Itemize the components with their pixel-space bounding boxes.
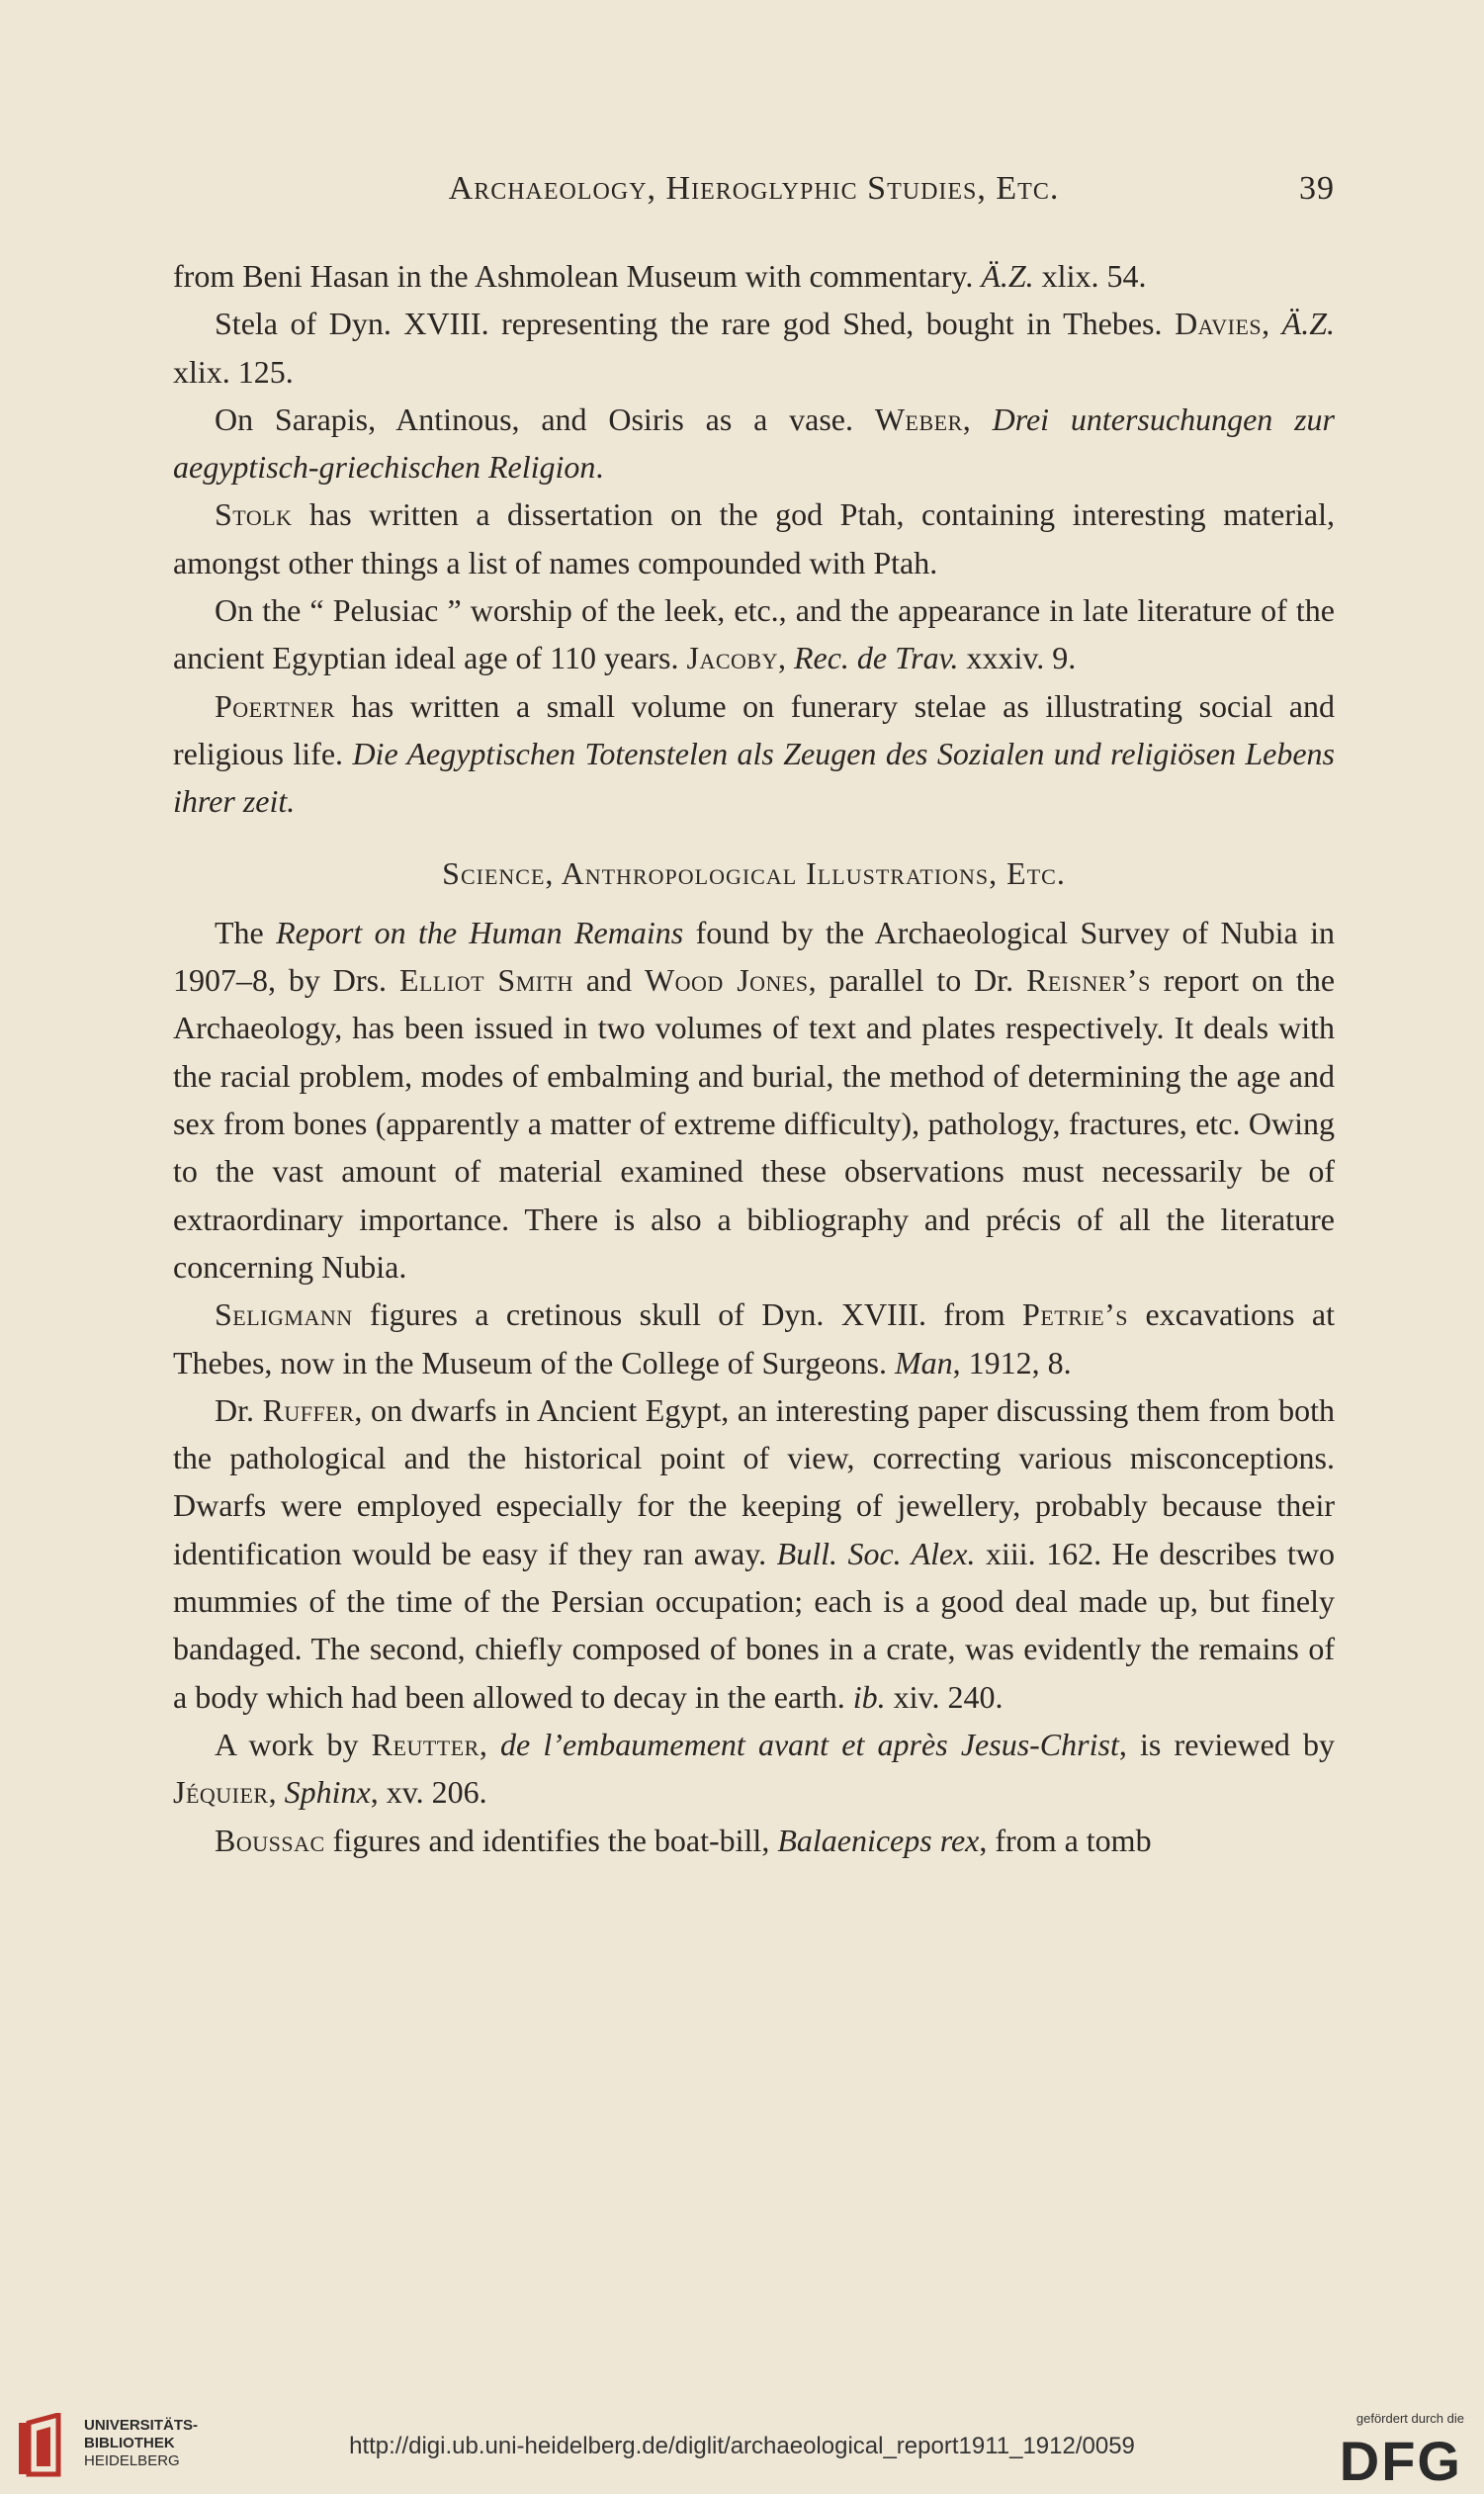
text-run: , is reviewed by [1118, 1726, 1336, 1762]
author-name: Poertner [215, 687, 335, 724]
paragraph [173, 586, 1335, 682]
author-name: Ruffer [262, 1391, 355, 1428]
text-run: found by the Archaeological Survey of Nubia in 1907–8, by Drs. [173, 914, 1336, 999]
author-name: Stolk [215, 496, 293, 533]
dfg-logo: DFG [1339, 2430, 1462, 2492]
paragraph [173, 682, 1335, 826]
work-title: Balaeniceps rex [777, 1822, 980, 1858]
author-name: Petrie’s [1022, 1296, 1129, 1333]
paragraph [173, 252, 1335, 300]
text-run: figures and identifies the boat-bill, [324, 1822, 778, 1858]
citation: Ä.Z. [1281, 306, 1336, 342]
paragraph [173, 909, 1335, 1291]
source-url-link[interactable]: http://digi.ub.uni-heidelberg.de/diglit/archaeological_report1911_1912/0059 [349, 2433, 1135, 2459]
author-name: Reutter [371, 1726, 480, 1762]
text-run: , parallel to Dr. [808, 962, 1027, 999]
text-run: has written a small volume on funerary stelae as illustrating social and religious life. [173, 687, 1335, 771]
library-name-line: HEIDELBERG [84, 2452, 180, 2469]
paragraph [173, 490, 1335, 586]
page-body [173, 252, 1335, 1864]
library-name-line: BIBLIOTHEK [84, 2435, 175, 2451]
text-run: , [268, 1774, 285, 1811]
author-name: Wood Jones [644, 962, 809, 999]
paragraph [173, 1386, 1335, 1721]
citation: Ä.Z. [981, 258, 1034, 294]
text-run: xlix. 125. [173, 353, 294, 390]
author-name: Seligmann [215, 1296, 353, 1333]
text-run: On Sarapis, Antinous, and Osiris as a vase. [215, 401, 875, 437]
work-title: Report on the Human Remains [276, 914, 684, 950]
text-run: Dr. [215, 1391, 263, 1428]
citation: ib. [852, 1678, 886, 1715]
text-run: The [215, 914, 277, 950]
text-run: has written a dissertation on the god Ptah, containing interesting material, amongst other things a list of names compounded with Ptah. [173, 496, 1335, 580]
citation: Sphinx [284, 1774, 371, 1811]
funder-caption: gefördert durch die [1355, 2411, 1464, 2426]
citation: Rec. de Trav. [793, 640, 959, 676]
work-title: Drei untersuchungen zur aegyptisch-griechischen Religion [173, 401, 1336, 486]
paragraph [173, 1817, 1335, 1864]
text-run: xiv. 240. [885, 1678, 1004, 1715]
running-title: Archaeology, Hieroglyphic Studies, Etc. [448, 170, 1060, 207]
text-run: A work by [215, 1726, 372, 1762]
running-header [173, 170, 1335, 220]
text-run: from Beni Hasan in the Ashmolean Museum with commentary. [173, 258, 982, 294]
library-name-line: UNIVERSITÄTS- [84, 2417, 199, 2434]
text-run: report on the Archaeology, has been issued in two volumes of text and plates respectively. It deals with the racial problem, modes of embalming and burial, the method of determining the age and sex from bones (apparently a matter of extreme difficulty), pathology, fractures, etc. Owing to the vast amount of material examined these observations must necessarily be of extraordinary importance. There is also a bibliography and précis of all the literature concerning Nubia. [173, 962, 1336, 1285]
text-run: xxxiv. 9. [958, 640, 1077, 676]
text-run: and [572, 962, 645, 999]
citation: Bull. Soc. Alex. [776, 1535, 976, 1571]
text-run: , xv. 206. [370, 1774, 487, 1811]
paragraph [173, 1721, 1335, 1817]
author-name: Weber [874, 401, 963, 437]
citation: Man [894, 1344, 953, 1381]
text-run: xiii. 162. He describes two mummies of the time of the Persian occupation; each is a good deal made up, but finely bandaged. The second, chiefly composed of bones in a crate, was evidently the remains of a body which had been allowed to decay in the earth. [173, 1535, 1336, 1715]
work-title: Die Aegyptischen Totenstelen als Zeugen des Sozialen und religiösen Lebens ihrer zeit. [173, 735, 1335, 820]
text-run: , [777, 640, 794, 676]
text-run: , from a tomb [979, 1822, 1152, 1858]
text-run: , [1262, 306, 1282, 342]
text-run: , [962, 401, 993, 437]
text-run: figures a cretinous skull of Dyn. XVIII. from [352, 1296, 1023, 1333]
author-name: Reisner’s [1026, 962, 1151, 999]
author-name: Jéquier [173, 1774, 269, 1811]
work-title: de l’embaumement avant et après Jesus-Christ [500, 1726, 1119, 1762]
text-run: , 1912, 8. [952, 1344, 1072, 1381]
section-heading: Science, Anthropological Illustrations, Etc. [442, 854, 1066, 891]
author-name: Elliot Smith [398, 962, 573, 999]
footer-bar [0, 2403, 1484, 2494]
paragraph [173, 300, 1335, 396]
author-name: Boussac [215, 1822, 325, 1858]
author-name: Jacoby [686, 640, 778, 676]
author-name: Davies [1175, 306, 1263, 342]
page-number: 39 [1299, 170, 1335, 207]
paragraph [173, 396, 1335, 491]
paragraph [173, 1291, 1335, 1386]
text-run: , on dwarfs in Ancient Egypt, an interesting paper discussing them from both the pathological and the historical point of view, correcting various misconceptions. Dwarfs were employed especially for the keeping of jewellery, probably because their identification would be easy if they ran away. [173, 1391, 1336, 1571]
text-run: xlix. 54. [1033, 258, 1147, 294]
text-run: . [595, 449, 604, 486]
text-run: , [479, 1726, 501, 1762]
text-run: excavations at Thebes, now in the Museum of the College of Surgeons. [173, 1296, 1335, 1381]
text-run: On the “ Pelusiac ” worship of the leek, etc., and the appearance in late literature of the ancient Egyptian ideal age of 110 years. [173, 592, 1335, 676]
text-run: Stela of Dyn. XVIII. representing the rare god Shed, bought in Thebes. [215, 306, 1176, 342]
